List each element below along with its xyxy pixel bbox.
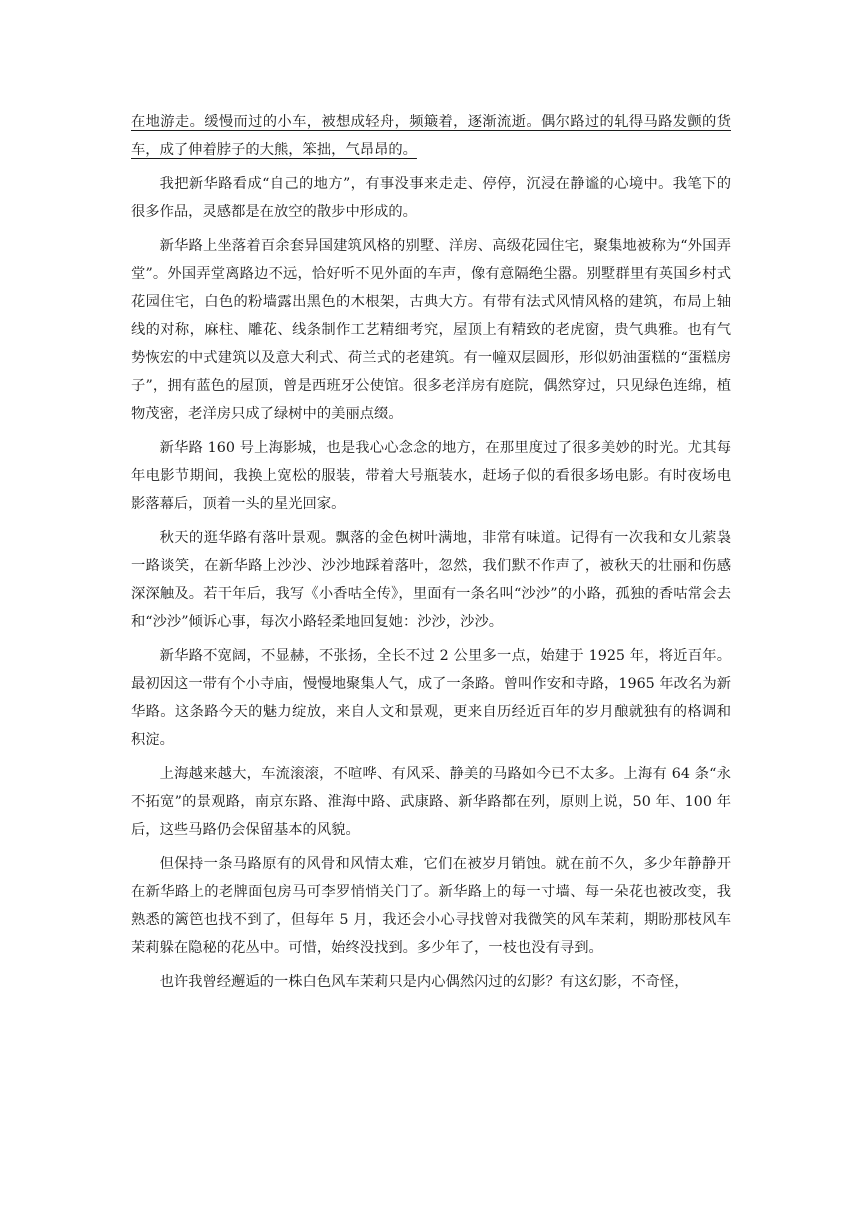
paragraph-road-history: 新华路不宽阔，不显赫，不张扬，全长不过 2 公里多一点，始建于 1925 年，将近百年。最初因这一带有个小寺庙，慢慢地聚集人气，成了一条路。曾叫作安和寺路，1965 年改名为新华路。这条路今天的魅力绽放，来自人文和景观，更来自历经近百年的岁月酿就独有的格调和积淀。	[131, 648, 731, 748]
paragraph-foreign-lanes: 新华路上坐落着百余套异国建筑风格的别墅、洋房、高级花园住宅，聚集地被称为“外国弄堂”。外国弄堂离路边不远，恰好听不见外面的车声，像有意隔绝尘嚣。别墅群里有英国乡村式花园住宅，白色的粉墙露出黑色的木根架，古典大方。有带有法式风情风格的建筑，布局上轴线的对称，麻柱、雕花、线条制作工艺精细考究，屋顶上有精致的老虎窗，贵气典雅。也有气势恢宏的中式建筑以及意大利式、荷兰式的老建筑。有一幢双层圆形，形似奶油蛋糕的“蛋糕房子”，拥有蓝色的屋顶，曾是西班牙公使馆。很多老洋房有庭院，偶然穿过，只见绿色连绵，植物茂密，老洋房只成了绿树中的美丽点缀。	[131, 238, 731, 422]
article-body	[131, 108, 731, 1002]
paragraph-own-place: 我把新华路看成“自己的地方”，有事没事来走走、停停，沉浸在静谧的心境中。我笔下的很多作品，灵感都是在放空的散步中形成的。	[131, 176, 731, 220]
paragraph-illusion: 也许我曾经邂逅的一株白色风车茉莉只是内心偶然闪过的幻影？有这幻影，不奇怪，	[159, 974, 689, 990]
paragraph-shanghai-film-city: 新华路 160 号上海影城，也是我心心念念的地方，在那里度过了很多美妙的时光。尤其每年电影节期间，我换上宽松的服装，带着大号瓶装水，赶场子似的看很多场电影。有时夜场电影落幕后，顶着一头的星光回家。	[131, 440, 731, 512]
paragraph-underlined-intro: 在地游走。缓慢而过的小车，被想成轻舟，频簸着，逐渐流逝。偶尔路过的轧得马路发颤的货车，成了伸着脖子的大熊，笨拙，气昂昂的。	[131, 114, 731, 158]
paragraph-autumn-leaves: 秋天的逛华路有落叶景观。飘落的金色树叶满地，非常有味道。记得有一次我和女儿萦袅一路谈笑，在新华路上沙沙、沙沙地踩着落叶，忽然，我们默不作声了，被秋天的壮丽和伤感深深触及。若干年后，我写《小香咕全传》，里面有一条名叫“沙沙”的小路，孤独的香咕常会去和“沙沙”倾诉心事，每次小路轻柔地回复她：沙沙，沙沙。	[131, 530, 731, 630]
paragraph-scenic-roads: 上海越来越大，车流滚滚，不喧哗、有风采、静美的马路如今已不太多。上海有 64 条“永不拓宽”的景观路，南京东路、淮海中路、武康路、新华路都在列，原则上说，50 年、100 年后，这些马路仍会保留基本的风貌。	[131, 766, 731, 838]
paragraph-changes: 但保持一条马路原有的风骨和风情太难，它们在被岁月销蚀。就在前不久，多少年静静开在新华路上的老牌面包房马可李罗悄悄关门了。新华路上的每一寸墙、每一朵花也被改变，我熟悉的篱笆也找不到了，但每年 5 月，我还会小心寻找曾对我微笑的风车茉莉，期盼那枝风车茉莉躲在隐秘的花丛中。可惜，始终没找到。多少年了，一枝也没有寻到。	[131, 856, 731, 956]
